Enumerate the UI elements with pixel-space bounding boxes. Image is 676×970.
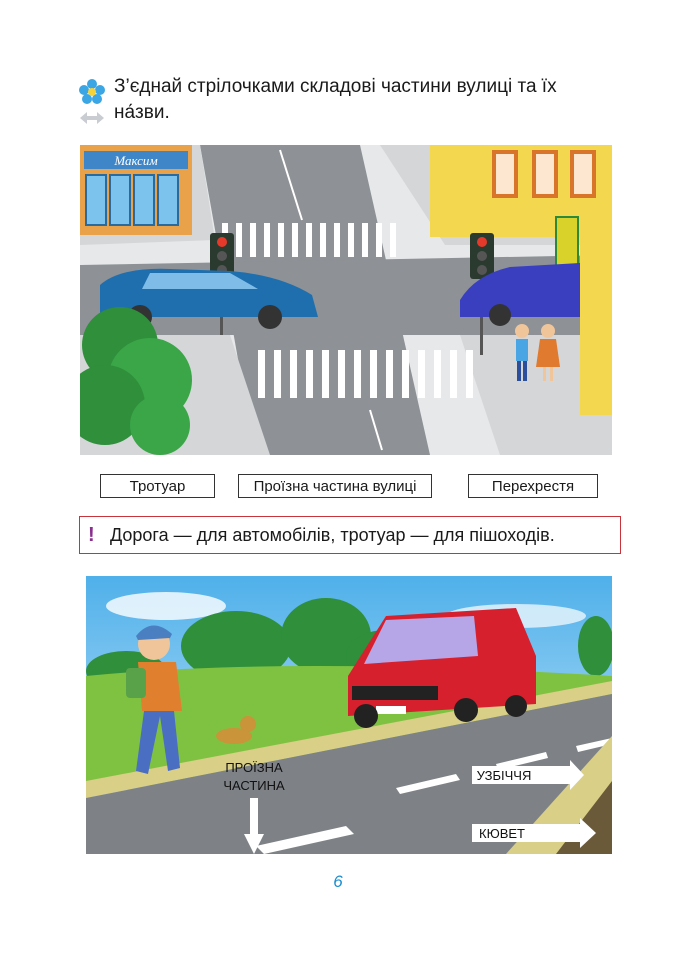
task-icons: [78, 78, 106, 131]
label-roadway[interactable]: Проїзна частина вулиці: [238, 474, 432, 498]
ditch-label: КЮВЕТ: [479, 826, 525, 841]
label-sidewalk[interactable]: Тротуар: [100, 474, 215, 498]
double-arrow-icon: [80, 112, 104, 124]
intersection-illustration: [80, 145, 612, 455]
flower-icon: [78, 78, 106, 126]
shoulder-label: УЗБІЧЧЯ: [476, 768, 532, 783]
task-line-2: на́зви.: [114, 102, 170, 123]
roadway-label-line-1: ПРОЇЗНА: [225, 760, 283, 775]
task-text: [114, 74, 634, 126]
label-intersection[interactable]: Перехрестя: [468, 474, 598, 498]
page-number: 6: [333, 872, 343, 891]
rule-box: [79, 516, 621, 554]
rule-text: Дорога — для автомобілів, тротуар — для пішоходів.: [110, 525, 555, 545]
task-line-1: З’єднай стрілочками складові частини вулиці та їх: [114, 76, 557, 97]
roadway-label-line-2: ЧАСТИНА: [223, 778, 285, 793]
road-illustration: [86, 576, 612, 854]
shop-sign: Максим: [114, 153, 158, 168]
exclamation-icon: !: [88, 524, 95, 546]
answer-labels: [0, 474, 676, 500]
